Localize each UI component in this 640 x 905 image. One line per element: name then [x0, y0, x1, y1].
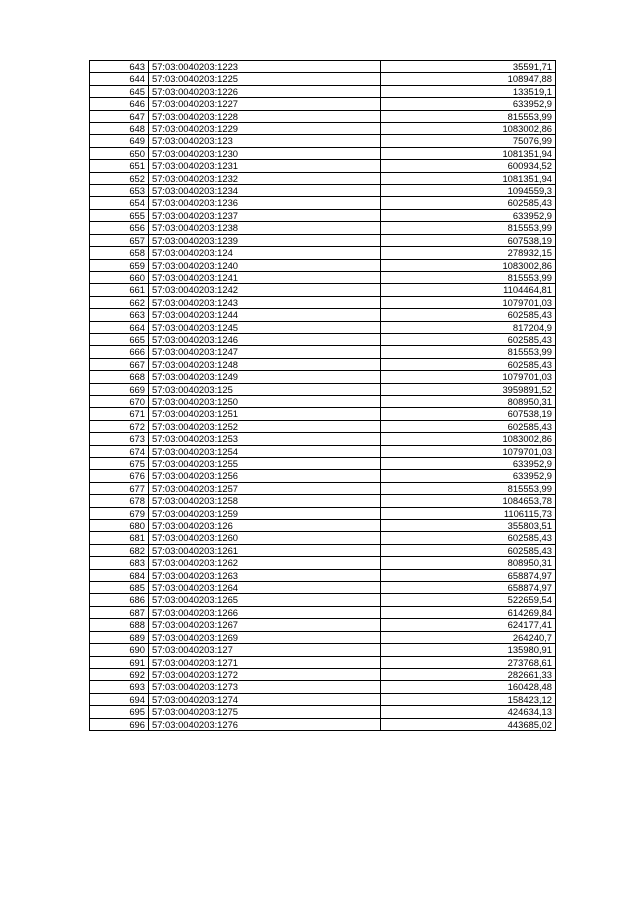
cadastral-number-cell: 57:03:0040203:1271 [149, 656, 381, 668]
table-row [90, 495, 556, 507]
table-row [90, 321, 556, 333]
row-number-cell: 670 [90, 395, 149, 407]
table-body [90, 61, 556, 731]
row-number-cell: 678 [90, 495, 149, 507]
cadastral-number-cell: 57:03:0040203:1262 [149, 557, 381, 569]
row-number-cell: 655 [90, 209, 149, 221]
cadastral-number-cell: 57:03:0040203:1253 [149, 433, 381, 445]
row-number-cell: 677 [90, 482, 149, 494]
row-number-cell: 673 [90, 433, 149, 445]
cadastral-number-cell: 57:03:0040203:1240 [149, 259, 381, 271]
cadastral-number-cell: 57:03:0040203:1261 [149, 544, 381, 556]
cadastral-value-cell: 1083002,86 [381, 433, 556, 445]
cadastral-number-cell: 57:03:0040203:1275 [149, 706, 381, 718]
cadastral-value-cell: 602585,43 [381, 532, 556, 544]
cadastral-number-cell: 57:03:0040203:1274 [149, 693, 381, 705]
cadastral-number-cell: 57:03:0040203:1239 [149, 234, 381, 246]
table-row [90, 123, 556, 135]
cadastral-number-cell: 57:03:0040203:1251 [149, 408, 381, 420]
row-number-cell: 656 [90, 222, 149, 234]
row-number-cell: 669 [90, 383, 149, 395]
table-row [90, 371, 556, 383]
table-row [90, 433, 556, 445]
row-number-cell: 649 [90, 135, 149, 147]
cadastral-value-cell: 1079701,03 [381, 296, 556, 308]
row-number-cell: 679 [90, 507, 149, 519]
cadastral-number-cell: 57:03:0040203:1230 [149, 147, 381, 159]
table-row [90, 209, 556, 221]
row-number-cell: 676 [90, 470, 149, 482]
cadastral-value-cell: 3959891,52 [381, 383, 556, 395]
cadastral-value-cell: 602585,43 [381, 358, 556, 370]
cadastral-value-cell: 602585,43 [381, 544, 556, 556]
row-number-cell: 663 [90, 309, 149, 321]
cadastral-number-cell: 57:03:0040203:1223 [149, 61, 381, 73]
table-row [90, 507, 556, 519]
cadastral-number-cell: 57:03:0040203:1238 [149, 222, 381, 234]
table-row [90, 85, 556, 97]
row-number-cell: 648 [90, 123, 149, 135]
table-row [90, 656, 556, 668]
cadastral-value-cell: 607538,19 [381, 234, 556, 246]
cadastral-number-cell: 57:03:0040203:1229 [149, 123, 381, 135]
cadastral-value-cell: 1083002,86 [381, 123, 556, 135]
cadastral-value-cell: 607538,19 [381, 408, 556, 420]
row-number-cell: 686 [90, 594, 149, 606]
row-number-cell: 690 [90, 644, 149, 656]
cadastral-value-cell: 602585,43 [381, 197, 556, 209]
table-row [90, 606, 556, 618]
table-row [90, 557, 556, 569]
cadastral-number-cell: 57:03:0040203:1247 [149, 346, 381, 358]
cadastral-value-cell: 600934,52 [381, 160, 556, 172]
table-row [90, 185, 556, 197]
cadastral-number-cell: 57:03:0040203:125 [149, 383, 381, 395]
cadastral-value-cell: 658874,97 [381, 569, 556, 581]
row-number-cell: 688 [90, 619, 149, 631]
cadastral-number-cell: 57:03:0040203:1243 [149, 296, 381, 308]
table-row [90, 358, 556, 370]
cadastral-number-cell: 57:03:0040203:1241 [149, 271, 381, 283]
cadastral-value-cell: 443685,02 [381, 718, 556, 730]
cadastral-value-table [89, 60, 556, 731]
cadastral-number-cell: 57:03:0040203:1234 [149, 185, 381, 197]
cadastral-value-cell: 602585,43 [381, 333, 556, 345]
table-row [90, 247, 556, 259]
cadastral-value-cell: 1081351,94 [381, 147, 556, 159]
cadastral-value-cell: 1083002,86 [381, 259, 556, 271]
table-row [90, 73, 556, 85]
row-number-cell: 689 [90, 631, 149, 643]
table-row [90, 668, 556, 680]
row-number-cell: 653 [90, 185, 149, 197]
cadastral-value-cell: 264240,7 [381, 631, 556, 643]
row-number-cell: 643 [90, 61, 149, 73]
cadastral-number-cell: 57:03:0040203:1250 [149, 395, 381, 407]
cadastral-value-cell: 424634,13 [381, 706, 556, 718]
cadastral-value-cell: 633952,9 [381, 98, 556, 110]
row-number-cell: 672 [90, 420, 149, 432]
cadastral-number-cell: 57:03:0040203:1227 [149, 98, 381, 110]
cadastral-number-cell: 57:03:0040203:1264 [149, 582, 381, 594]
table-row [90, 147, 556, 159]
cadastral-number-cell: 57:03:0040203:1259 [149, 507, 381, 519]
row-number-cell: 680 [90, 520, 149, 532]
table-row [90, 110, 556, 122]
table-row [90, 383, 556, 395]
row-number-cell: 685 [90, 582, 149, 594]
row-number-cell: 651 [90, 160, 149, 172]
cadastral-value-cell: 75076,99 [381, 135, 556, 147]
row-number-cell: 645 [90, 85, 149, 97]
row-number-cell: 647 [90, 110, 149, 122]
row-number-cell: 660 [90, 271, 149, 283]
row-number-cell: 668 [90, 371, 149, 383]
cadastral-number-cell: 57:03:0040203:1236 [149, 197, 381, 209]
row-number-cell: 650 [90, 147, 149, 159]
table-row [90, 61, 556, 73]
cadastral-number-cell: 57:03:0040203:1276 [149, 718, 381, 730]
row-number-cell: 644 [90, 73, 149, 85]
table-row [90, 197, 556, 209]
table-row [90, 333, 556, 345]
row-number-cell: 693 [90, 681, 149, 693]
cadastral-value-cell: 1081351,94 [381, 172, 556, 184]
cadastral-number-cell: 57:03:0040203:1232 [149, 172, 381, 184]
cadastral-value-cell: 815553,99 [381, 110, 556, 122]
cadastral-number-cell: 57:03:0040203:1258 [149, 495, 381, 507]
row-number-cell: 662 [90, 296, 149, 308]
table-row [90, 644, 556, 656]
cadastral-value-cell: 355803,51 [381, 520, 556, 532]
row-number-cell: 687 [90, 606, 149, 618]
cadastral-number-cell: 57:03:0040203:1252 [149, 420, 381, 432]
cadastral-number-cell: 57:03:0040203:1231 [149, 160, 381, 172]
table-row [90, 706, 556, 718]
table-row [90, 259, 556, 271]
table-row [90, 619, 556, 631]
cadastral-value-cell: 1079701,03 [381, 445, 556, 457]
cadastral-value-cell: 633952,9 [381, 470, 556, 482]
row-number-cell: 657 [90, 234, 149, 246]
table-row [90, 458, 556, 470]
cadastral-number-cell: 57:03:0040203:1228 [149, 110, 381, 122]
table-row [90, 172, 556, 184]
table-row [90, 445, 556, 457]
cadastral-value-cell: 35591,71 [381, 61, 556, 73]
cadastral-value-cell: 1094559,3 [381, 185, 556, 197]
cadastral-number-cell: 57:03:0040203:126 [149, 520, 381, 532]
row-number-cell: 692 [90, 668, 149, 680]
row-number-cell: 666 [90, 346, 149, 358]
cadastral-value-cell: 815553,99 [381, 346, 556, 358]
cadastral-value-cell: 133519,1 [381, 85, 556, 97]
table-row [90, 160, 556, 172]
cadastral-number-cell: 57:03:0040203:1246 [149, 333, 381, 345]
table-row [90, 222, 556, 234]
row-number-cell: 691 [90, 656, 149, 668]
cadastral-value-cell: 602585,43 [381, 309, 556, 321]
cadastral-number-cell: 57:03:0040203:1245 [149, 321, 381, 333]
cadastral-value-cell: 108947,88 [381, 73, 556, 85]
cadastral-value-cell: 602585,43 [381, 420, 556, 432]
row-number-cell: 682 [90, 544, 149, 556]
cadastral-number-cell: 57:03:0040203:1242 [149, 284, 381, 296]
table-row [90, 135, 556, 147]
row-number-cell: 654 [90, 197, 149, 209]
table-row [90, 594, 556, 606]
cadastral-value-cell: 158423,12 [381, 693, 556, 705]
cadastral-value-cell: 658874,97 [381, 582, 556, 594]
table-row [90, 408, 556, 420]
cadastral-value-cell: 808950,31 [381, 557, 556, 569]
table-row [90, 309, 556, 321]
cadastral-value-cell: 815553,99 [381, 271, 556, 283]
row-number-cell: 646 [90, 98, 149, 110]
cadastral-number-cell: 57:03:0040203:1266 [149, 606, 381, 618]
cadastral-value-cell: 160428,48 [381, 681, 556, 693]
row-number-cell: 683 [90, 557, 149, 569]
table-row [90, 520, 556, 532]
cadastral-number-cell: 57:03:0040203:1244 [149, 309, 381, 321]
cadastral-number-cell: 57:03:0040203:1265 [149, 594, 381, 606]
table-row [90, 532, 556, 544]
cadastral-value-cell: 815553,99 [381, 222, 556, 234]
cadastral-value-cell: 522659,54 [381, 594, 556, 606]
row-number-cell: 665 [90, 333, 149, 345]
cadastral-number-cell: 57:03:0040203:1237 [149, 209, 381, 221]
cadastral-value-cell: 808950,31 [381, 395, 556, 407]
cadastral-number-cell: 57:03:0040203:1225 [149, 73, 381, 85]
cadastral-number-cell: 57:03:0040203:124 [149, 247, 381, 259]
table-row [90, 98, 556, 110]
table-row [90, 284, 556, 296]
cadastral-number-cell: 57:03:0040203:1273 [149, 681, 381, 693]
table-row [90, 482, 556, 494]
row-number-cell: 696 [90, 718, 149, 730]
cadastral-number-cell: 57:03:0040203:127 [149, 644, 381, 656]
table-row [90, 234, 556, 246]
table-row [90, 296, 556, 308]
table-row [90, 693, 556, 705]
table-row [90, 395, 556, 407]
cadastral-number-cell: 57:03:0040203:1272 [149, 668, 381, 680]
row-number-cell: 681 [90, 532, 149, 544]
cadastral-number-cell: 57:03:0040203:1255 [149, 458, 381, 470]
cadastral-number-cell: 57:03:0040203:1254 [149, 445, 381, 457]
table-row [90, 346, 556, 358]
cadastral-number-cell: 57:03:0040203:1226 [149, 85, 381, 97]
row-number-cell: 684 [90, 569, 149, 581]
row-number-cell: 667 [90, 358, 149, 370]
row-number-cell: 695 [90, 706, 149, 718]
cadastral-value-cell: 815553,99 [381, 482, 556, 494]
table-row [90, 544, 556, 556]
cadastral-number-cell: 57:03:0040203:1269 [149, 631, 381, 643]
table-row [90, 470, 556, 482]
cadastral-value-cell: 633952,9 [381, 209, 556, 221]
cadastral-number-cell: 57:03:0040203:1263 [149, 569, 381, 581]
cadastral-value-cell: 614269,84 [381, 606, 556, 618]
table-row [90, 569, 556, 581]
cadastral-number-cell: 57:03:0040203:1267 [149, 619, 381, 631]
table-row [90, 718, 556, 730]
cadastral-number-cell: 57:03:0040203:1249 [149, 371, 381, 383]
cadastral-value-cell: 633952,9 [381, 458, 556, 470]
table-row [90, 271, 556, 283]
row-number-cell: 658 [90, 247, 149, 259]
cadastral-value-cell: 135980,91 [381, 644, 556, 656]
cadastral-number-cell: 57:03:0040203:1248 [149, 358, 381, 370]
cadastral-number-cell: 57:03:0040203:123 [149, 135, 381, 147]
cadastral-value-cell: 817204,9 [381, 321, 556, 333]
row-number-cell: 661 [90, 284, 149, 296]
row-number-cell: 671 [90, 408, 149, 420]
cadastral-value-cell: 1104464,81 [381, 284, 556, 296]
cadastral-value-cell: 1084653,78 [381, 495, 556, 507]
cadastral-value-cell: 278932,15 [381, 247, 556, 259]
row-number-cell: 694 [90, 693, 149, 705]
cadastral-number-cell: 57:03:0040203:1260 [149, 532, 381, 544]
row-number-cell: 664 [90, 321, 149, 333]
cadastral-value-cell: 282661,33 [381, 668, 556, 680]
row-number-cell: 674 [90, 445, 149, 457]
row-number-cell: 675 [90, 458, 149, 470]
table-row [90, 631, 556, 643]
cadastral-value-cell: 624177,41 [381, 619, 556, 631]
cadastral-number-cell: 57:03:0040203:1256 [149, 470, 381, 482]
cadastral-value-cell: 1106115,73 [381, 507, 556, 519]
cadastral-value-cell: 1079701,03 [381, 371, 556, 383]
table-row [90, 582, 556, 594]
cadastral-number-cell: 57:03:0040203:1257 [149, 482, 381, 494]
row-number-cell: 659 [90, 259, 149, 271]
row-number-cell: 652 [90, 172, 149, 184]
cadastral-value-cell: 273768,61 [381, 656, 556, 668]
table-row [90, 681, 556, 693]
table-row [90, 420, 556, 432]
